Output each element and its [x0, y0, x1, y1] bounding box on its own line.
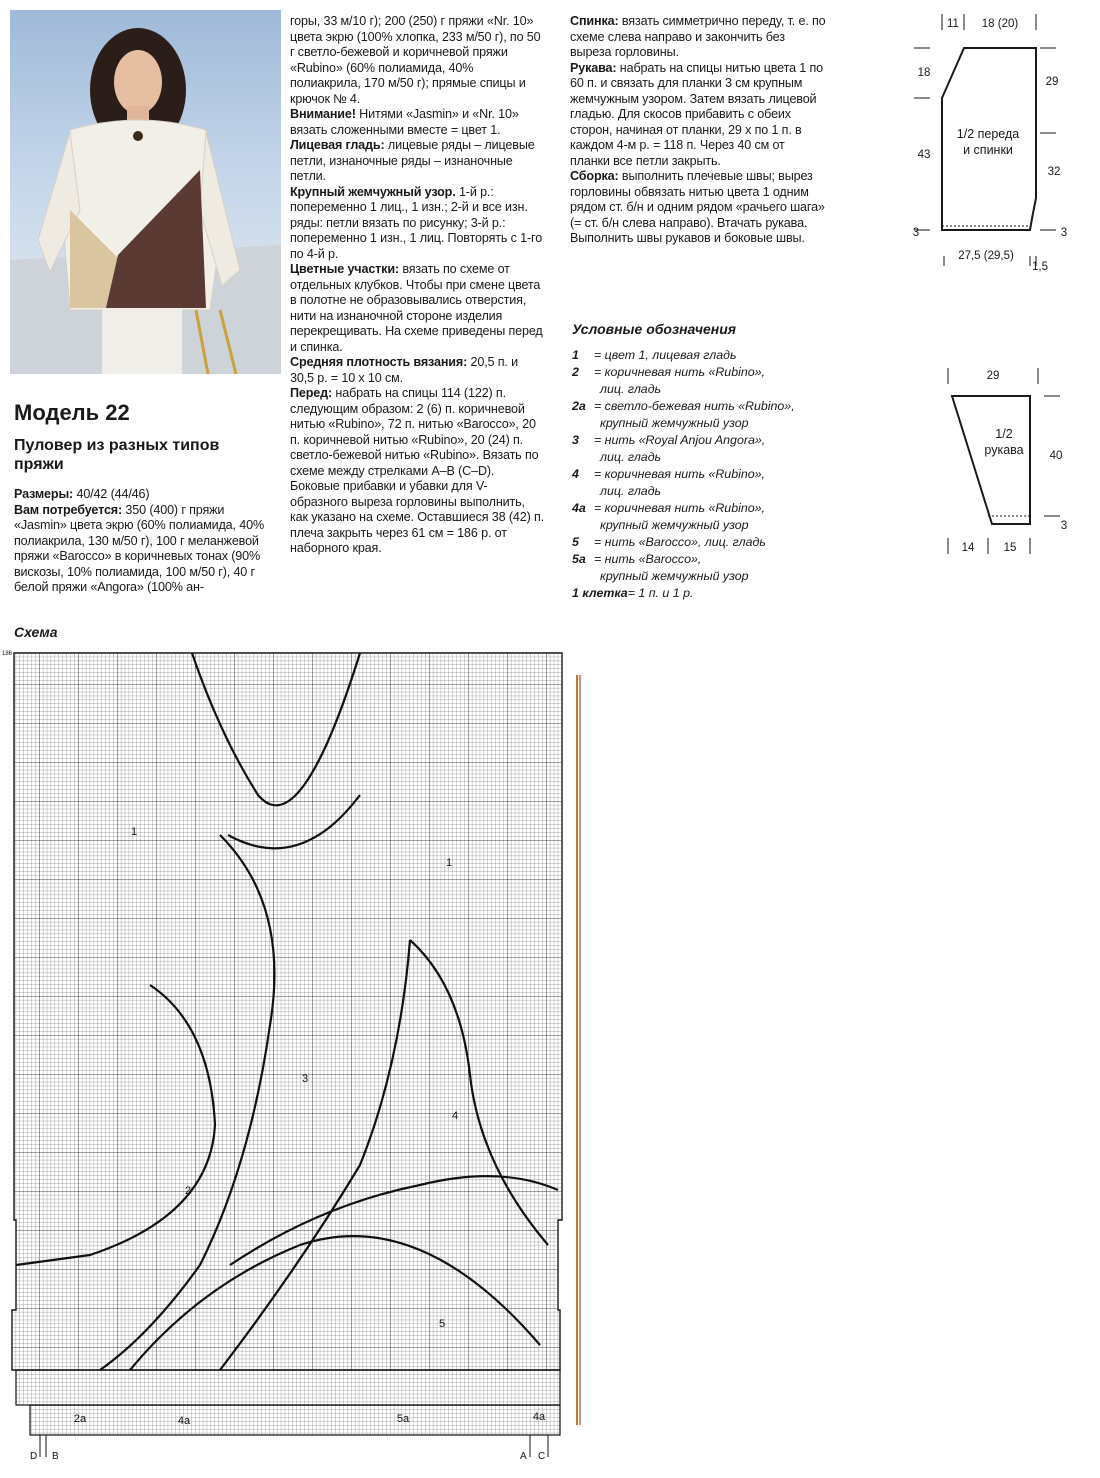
legend-subtext: крупный жемчужный узор: [600, 416, 749, 430]
body-dim-bottom-width: 27,5 (29,5): [958, 250, 1014, 262]
front-label: Перед:: [290, 386, 333, 400]
legend-key: 3: [572, 433, 579, 447]
legend-item: [572, 466, 832, 483]
zone-label-4a-right: 4a: [532, 1411, 546, 1423]
gauge-text: 20,5 п. и 30,5 р. = 10 х 10 см.: [290, 355, 519, 385]
zone-label-5a: 5a: [396, 1413, 410, 1425]
zone-label-1b: 1: [445, 857, 453, 869]
body-rib-right: 3: [1060, 227, 1068, 239]
gauge-label: Средняя плотность вязания:: [290, 355, 468, 369]
zone-label-4: 4: [451, 1110, 459, 1122]
body-rib-left: 3: [912, 227, 920, 239]
legend-text: = светло-бежевая нить «Rubino»,: [594, 399, 795, 413]
sleeve-schematic: [930, 362, 1090, 562]
body-label-line2: и спинки: [963, 143, 1013, 157]
attention-label: Внимание!: [290, 107, 356, 121]
legend-subtext: лиц. гладь: [600, 382, 662, 396]
legend-key: 5: [572, 535, 579, 549]
zone-label-2a: 2a: [73, 1413, 87, 1425]
zone-label-2: 2: [184, 1185, 192, 1197]
model-photo: [10, 10, 281, 374]
legend-item: [572, 432, 832, 449]
body-dim-top-left: 11: [947, 18, 959, 30]
model-title: Модель 22: [14, 400, 130, 425]
need-text: 350 (400) г пряжи «Jasmin» цвета экрю (60% полиамида, 40% полиакрила, 130 м/50 г), 100 г меланжевой пряжи «Barocco» в коричневых тонах (90% вискозы, 10% полиамида, 100 м/50 г), 40 г белой пряжи «Angora» (100% ан-: [14, 502, 264, 594]
legend-item: [572, 534, 832, 551]
sleeve-rib: 3: [1060, 520, 1068, 532]
legend-subtext: лиц. гладь: [600, 484, 662, 498]
photo-illustration: [10, 10, 281, 374]
stockinette-label: Лицевая гладь:: [290, 138, 385, 152]
zone-label-1a: 1: [130, 826, 138, 838]
legend-item: [572, 500, 832, 517]
attention-text: Нитями «Jasmin» и «Nr. 10» вязать сложенными вместе = цвет 1.: [290, 107, 519, 137]
body-dim-top-right: 18 (20): [981, 18, 1019, 30]
body-dim-right-lower: 32: [1047, 166, 1061, 178]
back-text: вязать симметрично переду, т. е. по схеме слева направо и закончить без выреза горловины.: [570, 14, 826, 59]
sleeve-label-line1: 1/2: [995, 427, 1013, 441]
legend-text: = 1 п. и 1 р.: [627, 586, 694, 600]
legend-item: [572, 551, 832, 568]
legend-text: = коричневая нить «Rubino»,: [594, 501, 765, 515]
legend-key: 5a: [572, 552, 586, 566]
sizes-label: Размеры:: [14, 487, 74, 501]
arrow-label-a: A: [520, 1451, 527, 1462]
legend-title: Условные обозначения: [572, 321, 737, 337]
arrow-label-c: C: [538, 1451, 546, 1462]
instructions-column-2: [570, 14, 826, 247]
body-schematic: [900, 8, 1090, 278]
body-dim-right-upper: 29: [1045, 76, 1059, 88]
sleeve-dim-top: 29: [986, 370, 1000, 382]
legend-item: [572, 398, 832, 415]
body-dim-left-lower: 43: [917, 149, 931, 161]
knitting-chart: [0, 645, 600, 1478]
row-count-label: 186: [2, 651, 13, 657]
legend-item: [572, 585, 832, 602]
materials-column: [14, 487, 276, 596]
legend-key: 4: [572, 467, 579, 481]
body-dim-bottom-offset: 1,5: [1032, 261, 1048, 273]
stockinette-text: лицевые ряды – лицевые петли, изнаночные ряды – изнаночные петли.: [290, 138, 535, 183]
color-areas-label: Цветные участки:: [290, 262, 399, 276]
model-subtitle: Пуловер из разных типов пряжи: [14, 437, 220, 473]
zone-label-5: 5: [438, 1318, 446, 1330]
assembly-label: Сборка:: [570, 169, 619, 183]
pearl-label: Крупный жемчужный узор.: [290, 184, 456, 199]
body-label-line1: 1/2 переда: [956, 127, 1020, 141]
zone-label-4a: 4a: [177, 1415, 191, 1427]
legend-text: = коричневая нить «Rubino»,: [594, 467, 765, 481]
sleeves-label: Рукава:: [570, 60, 617, 75]
sizes-value: 40/42 (44/46): [76, 487, 150, 501]
back-label: Спинка:: [570, 14, 619, 28]
assembly-text: выполнить плечевые швы; вырез горловины обвязать нитью цвета 1 одним рядом ст. б/н и одним рядом «рачьего шага» (= ст. б/н слева направо). Втачать рукава. Выполнить швы рукавов и боковые швы.: [570, 169, 825, 245]
legend-subtext: крупный жемчужный узор: [600, 569, 749, 583]
legend-text: = нить «Royal Anjou Angora»,: [594, 433, 766, 447]
pearl-text: 1-й р.: попеременно 1 лиц., 1 изн.; 2-й и все изн. ряды: петли вязать по рисунку; 3-й р.: попеременно 1 изн., 1 лиц. Повторять с 1-го по 4-й р.: [290, 184, 543, 261]
legend-text: = коричневая нить «Rubino»,: [594, 365, 765, 379]
scheme-title: Схема: [14, 624, 58, 640]
sleeve-label-line2: рукава: [984, 443, 1024, 457]
legend-item: [572, 364, 832, 381]
legend-subtext: лиц. гладь: [600, 450, 662, 464]
instructions-column-1: [290, 14, 545, 557]
sleeve-dim-bottom-left: 14: [961, 542, 975, 554]
sleeve-dim-height: 40: [1049, 450, 1063, 462]
legend-key: 1: [572, 348, 579, 362]
body-dim-left-upper: 18: [917, 67, 931, 79]
need-label: Вам потребуется:: [14, 502, 123, 517]
legend-subtext: крупный жемчужный узор: [600, 518, 749, 532]
legend-key: 2: [572, 365, 579, 379]
arrow-label-d: D: [30, 1451, 38, 1462]
legend: [572, 347, 832, 602]
legend-key: 4a: [572, 501, 586, 515]
legend-key: 2a: [572, 399, 586, 413]
color-areas-text: вязать по схеме от отдельных клубков. Чтобы при смене цвета в полотне не образовывались отверстия, нити на изнаночной стороне изделия перекрещивать. На схеме приведены перед и спинка.: [290, 262, 543, 354]
sleeve-dim-bottom-right: 15: [1003, 542, 1017, 554]
legend-text: = цвет 1, лицевая гладь: [594, 348, 737, 362]
materials-continued: горы, 33 м/10 г); 200 (250) г пряжи «Nr. 10» цвета экрю (100% хлопка, 233 м/50 г), по 50 г светло-бежевой и коричневой пряжи «Rubino» (60% полиамида, 40% полиакрила, 170 м/50 г); прямые спицы и крючок № 4.: [290, 14, 541, 106]
front-text: набрать на спицы 114 (122) п. следующим образом: 2 (6) п. коричневой нитью «Rubino», 72 п. нитью «Barocco», 20 п. коричневой нитью «Rubino», 20 (24) п. светло-бежевой нитью «Rubino». Вязать по схеме между стрелками A–B (C–D). Боковые прибавки и убавки для V-образного выреза горловины выполнить, как указано на схеме. Оставшиеся 38 (42) п. плеча закрыть через 61 см = 186 р. от наборного края.: [290, 386, 544, 555]
legend-key: 1 клетка: [572, 586, 628, 600]
zone-label-3: 3: [301, 1073, 309, 1085]
arrow-label-b: B: [52, 1451, 59, 1462]
legend-text: = нить «Barocco»,: [594, 552, 702, 566]
legend-text: = нить «Barocco», лиц. гладь: [594, 535, 766, 549]
sleeves-text: набрать на спицы нитью цвета 1 по 60 п. и связать для планки 3 см крупным жемчужным узором. Затем вязать лицевой гладью. Для скосов прибавить с обеих сторон, начиная от планки, 29 х по 1 п. в каждом 4-м р. = 118 п. Через 40 см от планки все петли закрыть.: [570, 60, 824, 168]
legend-item: [572, 347, 832, 364]
